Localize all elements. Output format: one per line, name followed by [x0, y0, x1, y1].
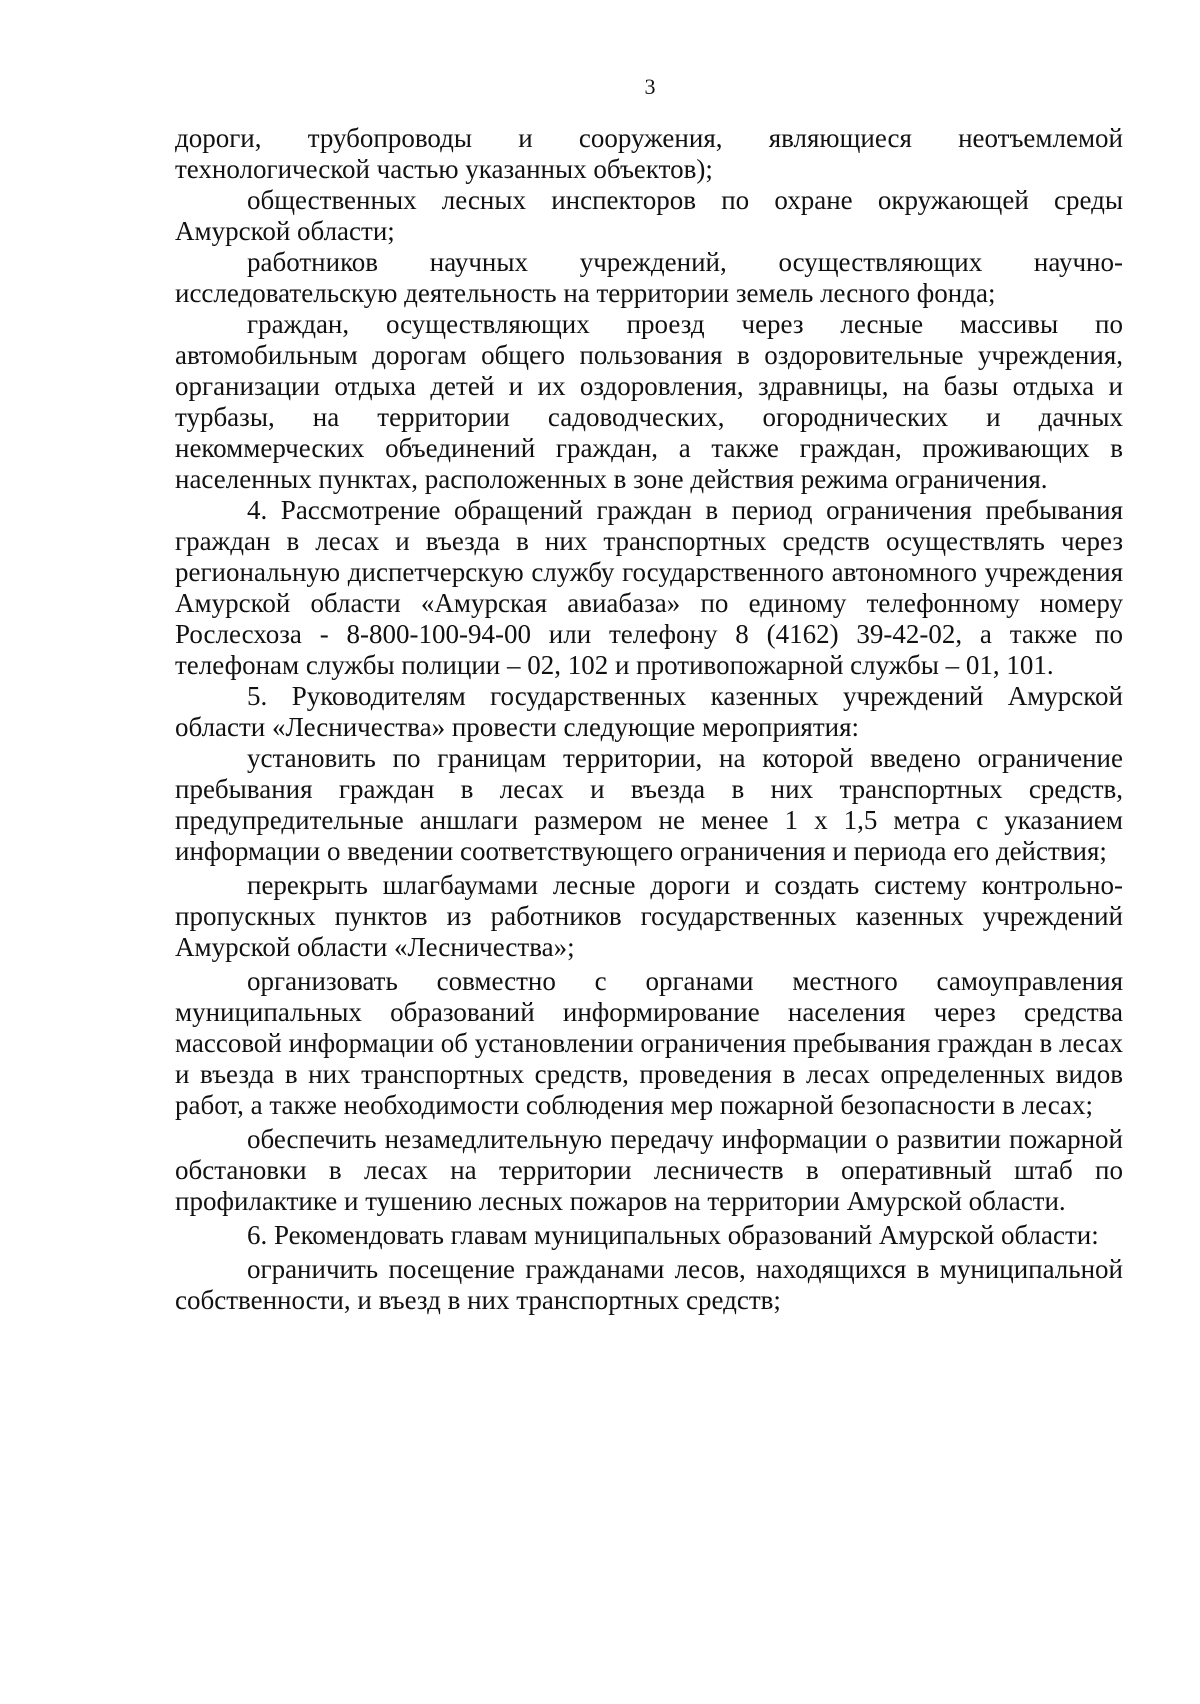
paragraph: общественных лесных инспекторов по охране окружающей среды Амурской области;	[175, 185, 1123, 246]
numbered-paragraph: 5. Руководителям государственных казенных учреждений Амурской области «Лесничества» провести следующие мероприятия:	[175, 681, 1123, 742]
numbered-paragraph: 4. Рассмотрение обращений граждан в период ограничения пребывания граждан в лесах и въезда в них транспортных средств осуществлять через региональную диспетчерскую службу государственного автономного учреждения Амурской области «Амурская авиабаза» по единому телефонному номеру Рослесхоза - 8-800-100-94-00 или телефону 8 (4162) 39-42-02, а также по телефонам службы полиции – 02, 102 и противопожарной службы – 01, 101.	[175, 495, 1123, 680]
paragraph: ограничить посещение гражданами лесов, находящихся в муниципальной собственности, и въезд в них транспортных средств;	[175, 1254, 1123, 1315]
paragraph: обеспечить незамедлительную передачу информации о развитии пожарной обстановки в лесах на территории лесничеств в оперативный штаб по профилактике и тушению лесных пожаров на территории Амурской области.	[175, 1124, 1123, 1216]
document-body	[175, 123, 1123, 1316]
paragraph: установить по границам территории, на которой введено ограничение пребывания граждан в лесах и въезда в них транспортных средств, предупредительные аншлаги размером не менее 1 х 1,5 метра с указанием информации о введении соответствующего ограничения и периода его действия;	[175, 743, 1123, 866]
paragraph: граждан, осуществляющих проезд через лесные массивы по автомобильным дорогам общего пользования в оздоровительные учреждения, организации отдыха детей и их оздоровления, здравницы, на базы отдыха и турбазы, на территории садоводческих, огороднических и дачных некоммерческих объединений граждан, а также граждан, проживающих в населенных пунктах, расположенных в зоне действия режима ограничения.	[175, 309, 1123, 494]
page-number: 3	[644, 74, 656, 99]
numbered-paragraph: 6. Рекомендовать главам муниципальных образований Амурской области:	[247, 1220, 1099, 1250]
paragraph: дороги, трубопроводы и сооружения, являющиеся неотъемлемой технологической частью указанных объектов);	[175, 123, 1123, 184]
paragraph: работников научных учреждений, осуществляющих научно-исследовательскую деятельность на территории земель лесного фонда;	[175, 247, 1123, 308]
paragraph: перекрыть шлагбаумами лесные дороги и создать систему контрольно-пропускных пунктов из работников государственных казенных учреждений Амурской области «Лесничества»;	[175, 870, 1123, 962]
paragraph: организовать совместно с органами местного самоуправления муниципальных образований информирование населения через средства массовой информации об установлении ограничения пребывания граждан в лесах и въезда в них транспортных средств, проведения в лесах определенных видов работ, а также необходимости соблюдения мер пожарной безопасности в лесах;	[175, 966, 1123, 1120]
